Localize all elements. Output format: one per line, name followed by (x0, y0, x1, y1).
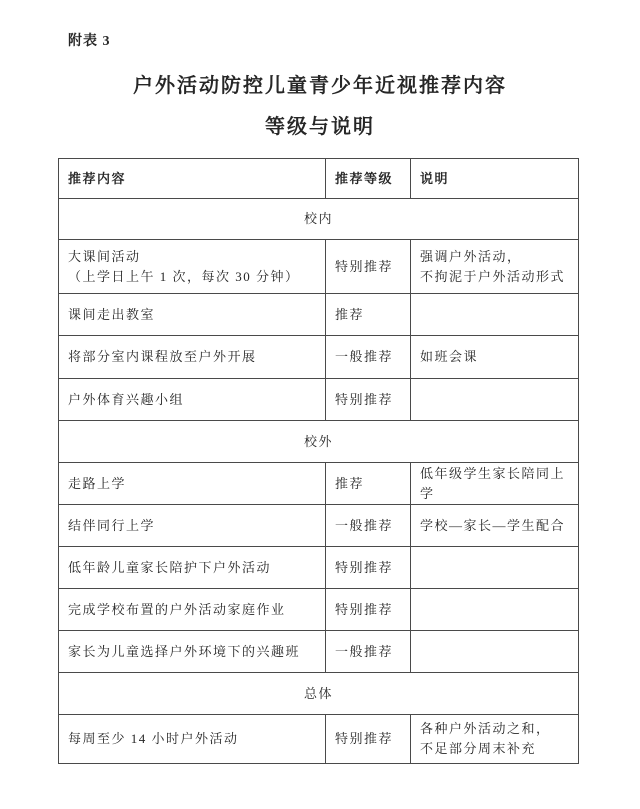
page-title-line1: 户外活动防控儿童青少年近视推荐内容 (133, 75, 507, 97)
section-label: 校内 (59, 199, 579, 240)
content-cell: 完成学校布置的户外活动家庭作业 (59, 589, 326, 631)
section-row-out-of-school (59, 421, 579, 463)
table-row (59, 631, 579, 673)
recommendation-table (58, 158, 579, 764)
column-header-content: 推荐内容 (59, 159, 326, 199)
page-title-line2: 等级与说明 (265, 116, 375, 138)
level-cell: 推荐 (326, 463, 411, 505)
note-line: 各种户外活动之和， (420, 721, 551, 736)
note-cell (411, 240, 579, 294)
content-cell: 每周至少 14 小时户外活动 (59, 715, 326, 764)
table-row (59, 463, 579, 505)
note-cell: 如班会课 (411, 336, 579, 379)
level-cell: 推荐 (326, 294, 411, 336)
table-row (59, 379, 579, 421)
content-cell: 户外体育兴趣小组 (59, 379, 326, 421)
note-cell: 低年级学生家长陪同上学 (411, 463, 579, 505)
note-cell (411, 547, 579, 589)
section-label: 总体 (59, 673, 579, 715)
note-cell (411, 294, 579, 336)
table-row (59, 547, 579, 589)
level-cell: 一般推荐 (326, 505, 411, 547)
level-cell: 特别推荐 (326, 240, 411, 294)
level-cell: 特别推荐 (326, 715, 411, 764)
level-cell: 一般推荐 (326, 336, 411, 379)
column-header-level: 推荐等级 (326, 159, 411, 199)
table-row (59, 589, 579, 631)
note-cell (411, 379, 579, 421)
table-row (59, 715, 579, 764)
note-cell (411, 715, 579, 764)
content-line: 大课间活动 (68, 248, 141, 264)
table-row (59, 294, 579, 336)
note-line: 不拘泥于户外活动形式 (420, 268, 566, 284)
note-cell (411, 589, 579, 631)
note-line: 强调户外活动， (420, 248, 522, 264)
note-cell: 学校—家长—学生配合 (411, 505, 579, 547)
content-cell: 走路上学 (59, 463, 326, 505)
section-label: 校外 (59, 421, 579, 463)
section-row-in-school (59, 199, 579, 240)
table-row (59, 505, 579, 547)
section-row-overall (59, 673, 579, 715)
content-cell: 将部分室内课程放至户外开展 (59, 336, 326, 379)
level-cell: 一般推荐 (326, 631, 411, 673)
content-cell: 家长为儿童选择户外环境下的兴趣班 (59, 631, 326, 673)
appendix-label: 附表 3 (68, 34, 111, 49)
content-line: （上学日上午 1 次，每次 30 分钟） (68, 268, 300, 284)
table-header-row (59, 159, 579, 199)
note-cell (411, 631, 579, 673)
note-line: 不足部分周末补充 (420, 741, 537, 756)
page-title (0, 66, 640, 148)
content-cell: 课间走出教室 (59, 294, 326, 336)
level-cell: 特别推荐 (326, 379, 411, 421)
column-header-note: 说明 (411, 159, 579, 199)
content-cell (59, 240, 326, 294)
level-cell: 特别推荐 (326, 547, 411, 589)
content-cell: 低年龄儿童家长陪护下户外活动 (59, 547, 326, 589)
table-row (59, 336, 579, 379)
level-cell: 特别推荐 (326, 589, 411, 631)
content-cell: 结伴同行上学 (59, 505, 326, 547)
table-row (59, 240, 579, 294)
